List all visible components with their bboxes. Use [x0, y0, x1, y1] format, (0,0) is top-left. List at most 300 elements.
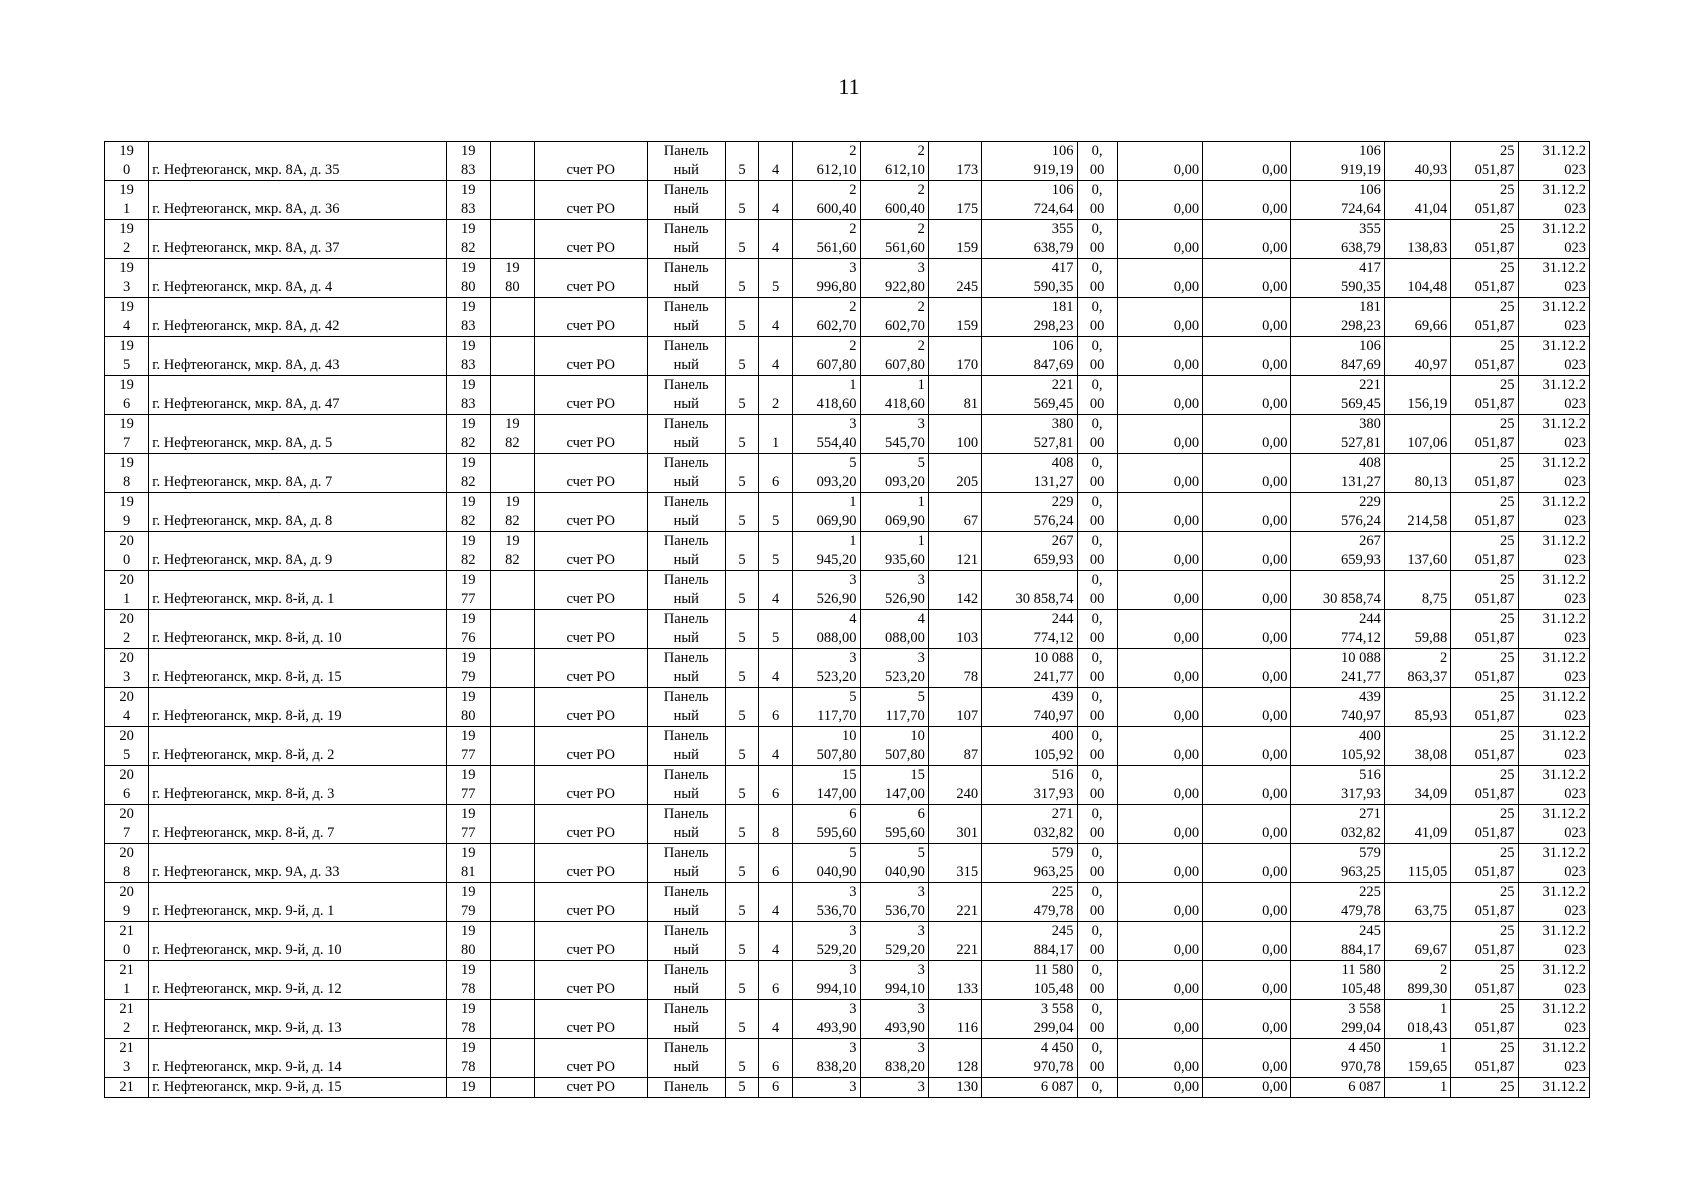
- cell-regional-funds: 0,00: [1117, 1078, 1202, 1098]
- cell-owner-funds: 408 131,27: [1291, 454, 1384, 493]
- cell-local-funds: 0,00: [1203, 883, 1291, 922]
- cell-build-year: 19 83: [446, 142, 490, 181]
- cell-residents: 173: [928, 142, 981, 181]
- cell-regional-funds: 0,00: [1117, 1039, 1202, 1078]
- cell-commission-year: [490, 571, 534, 610]
- cell-residents: 107: [928, 688, 981, 727]
- cell-regional-funds: 0,00: [1117, 181, 1202, 220]
- cell-entrances: 5: [759, 493, 793, 532]
- cell-address: г. Нефтеюганск, мкр. 8-й, д. 7: [149, 805, 446, 844]
- cell-address: г. Нефтеюганск, мкр. 9-й, д. 12: [149, 961, 446, 1000]
- cell-commission-year: [490, 1000, 534, 1039]
- cell-entrances: 4: [759, 298, 793, 337]
- table-row: [105, 454, 1590, 493]
- cell-address: г. Нефтеюганск, мкр. 8А, д. 37: [149, 220, 446, 259]
- cell-residential-area: 3 526,90: [860, 571, 928, 610]
- cell-federal-funds: 0, 00: [1077, 142, 1117, 181]
- cell-wall-material: Панель ный: [647, 805, 725, 844]
- cell-fund-method: счет РО: [535, 181, 648, 220]
- cell-build-year: 19 80: [446, 259, 490, 298]
- cell-owner-funds: 4 450 970,78: [1291, 1039, 1384, 1078]
- cell-entrances: 6: [759, 1078, 793, 1098]
- cell-owner-funds: 225 479,78: [1291, 883, 1384, 922]
- cell-deadline: 31.12.2 023: [1518, 142, 1589, 181]
- cell-wall-material: Панель ный: [647, 883, 725, 922]
- cell-federal-funds: 0, 00: [1077, 1000, 1117, 1039]
- cell-build-year: 19 80: [446, 922, 490, 961]
- cell-build-year: 19 80: [446, 688, 490, 727]
- cell-owner-funds: 221 569,45: [1291, 376, 1384, 415]
- cell-fund-method: счет РО: [535, 766, 648, 805]
- cell-row-number: 20 7: [105, 805, 149, 844]
- cell-entrances: 6: [759, 844, 793, 883]
- cell-residents: 240: [928, 766, 981, 805]
- cell-federal-funds: 0,: [1077, 1078, 1117, 1098]
- cell-federal-funds: 0, 00: [1077, 415, 1117, 454]
- cell-fund-method: счет РО: [535, 376, 648, 415]
- cell-regional-funds: 0,00: [1117, 142, 1202, 181]
- cell-deadline: 31.12.2 023: [1518, 376, 1589, 415]
- cell-address: г. Нефтеюганск, мкр. 9-й, д. 13: [149, 1000, 446, 1039]
- cell-local-funds: 0,00: [1203, 1000, 1291, 1039]
- cell-address: г. Нефтеюганск, мкр. 9А, д. 33: [149, 844, 446, 883]
- cell-wall-material: Панель ный: [647, 298, 725, 337]
- cell-address: г. Нефтеюганск, мкр. 8А, д. 43: [149, 337, 446, 376]
- cell-deadline: 31.12.2 023: [1518, 922, 1589, 961]
- cell-wall-material: Панель ный: [647, 688, 725, 727]
- table-row: [105, 337, 1590, 376]
- cell-regional-funds: 0,00: [1117, 493, 1202, 532]
- cell-commission-year: [490, 961, 534, 1000]
- cell-commission-year: [490, 181, 534, 220]
- cell-federal-funds: 0, 00: [1077, 376, 1117, 415]
- cell-commission-year: [490, 454, 534, 493]
- cell-floors: 5: [725, 415, 758, 454]
- cell-regional-funds: 0,00: [1117, 844, 1202, 883]
- cell-deadline: 31.12.2 023: [1518, 571, 1589, 610]
- cell-repair-cost: 3 558 299,04: [982, 1000, 1077, 1039]
- cell-residents: 159: [928, 220, 981, 259]
- cell-total-area: 1 418,60: [793, 376, 860, 415]
- cell-residential-area: 3 922,80: [860, 259, 928, 298]
- cell-entrances: 6: [759, 1039, 793, 1078]
- cell-floors: 5: [725, 961, 758, 1000]
- cell-repair-cost: 4 450 970,78: [982, 1039, 1077, 1078]
- cell-entrances: 8: [759, 805, 793, 844]
- cell-deadline: 31.12.2 023: [1518, 649, 1589, 688]
- cell-federal-funds: 0, 00: [1077, 961, 1117, 1000]
- cell-repair-cost: 30 858,74: [982, 571, 1077, 610]
- cell-deadline: 31.12.2 023: [1518, 337, 1589, 376]
- cell-row-number: 21: [105, 1078, 149, 1098]
- cell-wall-material: Панель: [647, 1078, 725, 1098]
- cell-floors: 5: [725, 766, 758, 805]
- cell-build-year: 19 77: [446, 727, 490, 766]
- table-row: [105, 805, 1590, 844]
- cell-federal-funds: 0, 00: [1077, 181, 1117, 220]
- cell-floors: 5: [725, 337, 758, 376]
- cell-deadline: 31.12.2: [1518, 1078, 1589, 1098]
- cell-residents: 245: [928, 259, 981, 298]
- cell-fund-method: счет РО: [535, 844, 648, 883]
- cell-cost-per-sqm: 1: [1384, 1078, 1450, 1098]
- cell-federal-funds: 0, 00: [1077, 493, 1117, 532]
- cell-owner-funds: 181 298,23: [1291, 298, 1384, 337]
- cell-max-cost-per-sqm: 25 051,87: [1451, 766, 1518, 805]
- cell-deadline: 31.12.2 023: [1518, 493, 1589, 532]
- cell-row-number: 20 8: [105, 844, 149, 883]
- cell-local-funds: 0,00: [1203, 1078, 1291, 1098]
- table-row: [105, 415, 1590, 454]
- cell-residential-area: 4 088,00: [860, 610, 928, 649]
- cell-fund-method: счет РО: [535, 883, 648, 922]
- cell-commission-year: [490, 766, 534, 805]
- cell-cost-per-sqm: 63,75: [1384, 883, 1450, 922]
- cell-deadline: 31.12.2 023: [1518, 259, 1589, 298]
- cell-residential-area: 3 994,10: [860, 961, 928, 1000]
- cell-cost-per-sqm: 80,13: [1384, 454, 1450, 493]
- cell-max-cost-per-sqm: 25 051,87: [1451, 259, 1518, 298]
- cell-entrances: 4: [759, 727, 793, 766]
- cell-address: г. Нефтеюганск, мкр. 8-й, д. 2: [149, 727, 446, 766]
- cell-entrances: 4: [759, 571, 793, 610]
- cell-address: г. Нефтеюганск, мкр. 8А, д. 8: [149, 493, 446, 532]
- cell-wall-material: Панель ный: [647, 844, 725, 883]
- cell-total-area: 4 088,00: [793, 610, 860, 649]
- cell-owner-funds: 6 087: [1291, 1078, 1384, 1098]
- cell-max-cost-per-sqm: 25 051,87: [1451, 181, 1518, 220]
- cell-build-year: 19: [446, 1078, 490, 1098]
- cell-residents: 100: [928, 415, 981, 454]
- cell-total-area: 5 040,90: [793, 844, 860, 883]
- cell-federal-funds: 0, 00: [1077, 532, 1117, 571]
- cell-build-year: 19 82: [446, 532, 490, 571]
- cell-row-number: 20 9: [105, 883, 149, 922]
- cell-row-number: 19 0: [105, 142, 149, 181]
- cell-residential-area: 2 602,70: [860, 298, 928, 337]
- cell-local-funds: 0,00: [1203, 610, 1291, 649]
- cell-wall-material: Панель ный: [647, 220, 725, 259]
- cell-repair-cost: 439 740,97: [982, 688, 1077, 727]
- cell-federal-funds: 0, 00: [1077, 259, 1117, 298]
- cell-fund-method: счет РО: [535, 337, 648, 376]
- cell-local-funds: 0,00: [1203, 649, 1291, 688]
- cell-row-number: 19 6: [105, 376, 149, 415]
- cell-commission-year: [490, 805, 534, 844]
- cell-regional-funds: 0,00: [1117, 298, 1202, 337]
- cell-total-area: 2 561,60: [793, 220, 860, 259]
- cell-federal-funds: 0, 00: [1077, 727, 1117, 766]
- cell-commission-year: [490, 844, 534, 883]
- cell-regional-funds: 0,00: [1117, 688, 1202, 727]
- cell-residential-area: 5 093,20: [860, 454, 928, 493]
- cell-residents: 221: [928, 883, 981, 922]
- table-row: [105, 961, 1590, 1000]
- cell-owner-funds: 10 088 241,77: [1291, 649, 1384, 688]
- cell-residential-area: 3 536,70: [860, 883, 928, 922]
- cell-regional-funds: 0,00: [1117, 337, 1202, 376]
- cell-commission-year: [490, 1078, 534, 1098]
- cell-build-year: 19 77: [446, 571, 490, 610]
- cell-fund-method: счет РО: [535, 415, 648, 454]
- cell-repair-cost: 106 847,69: [982, 337, 1077, 376]
- cell-residents: 103: [928, 610, 981, 649]
- cell-owner-funds: 267 659,93: [1291, 532, 1384, 571]
- cell-commission-year: [490, 376, 534, 415]
- cell-floors: 5: [725, 298, 758, 337]
- cell-fund-method: счет РО: [535, 259, 648, 298]
- cell-row-number: 21 1: [105, 961, 149, 1000]
- cell-local-funds: 0,00: [1203, 922, 1291, 961]
- cell-regional-funds: 0,00: [1117, 610, 1202, 649]
- cell-residential-area: 1 069,90: [860, 493, 928, 532]
- cell-regional-funds: 0,00: [1117, 415, 1202, 454]
- table-row: [105, 727, 1590, 766]
- cell-cost-per-sqm: 214,58: [1384, 493, 1450, 532]
- cell-row-number: 21 2: [105, 1000, 149, 1039]
- table-row: [105, 688, 1590, 727]
- cell-repair-cost: 400 105,92: [982, 727, 1077, 766]
- cell-owner-funds: 244 774,12: [1291, 610, 1384, 649]
- cell-cost-per-sqm: 41,09: [1384, 805, 1450, 844]
- cell-max-cost-per-sqm: 25 051,87: [1451, 415, 1518, 454]
- cell-deadline: 31.12.2 023: [1518, 532, 1589, 571]
- cell-residential-area: 15 147,00: [860, 766, 928, 805]
- cell-federal-funds: 0, 00: [1077, 649, 1117, 688]
- cell-total-area: 3: [793, 1078, 860, 1098]
- cell-wall-material: Панель ный: [647, 922, 725, 961]
- cell-repair-cost: 181 298,23: [982, 298, 1077, 337]
- cell-residential-area: 2 561,60: [860, 220, 928, 259]
- cell-fund-method: счет РО: [535, 688, 648, 727]
- cell-local-funds: 0,00: [1203, 259, 1291, 298]
- cell-wall-material: Панель ный: [647, 1000, 725, 1039]
- cell-residents: 175: [928, 181, 981, 220]
- cell-repair-cost: 106 724,64: [982, 181, 1077, 220]
- cell-repair-cost: 579 963,25: [982, 844, 1077, 883]
- cell-build-year: 19 77: [446, 766, 490, 805]
- cell-row-number: 19 2: [105, 220, 149, 259]
- cell-wall-material: Панель ный: [647, 766, 725, 805]
- cell-owner-funds: 106 724,64: [1291, 181, 1384, 220]
- cell-repair-cost: 408 131,27: [982, 454, 1077, 493]
- cell-cost-per-sqm: 38,08: [1384, 727, 1450, 766]
- table-row: [105, 1078, 1590, 1098]
- cell-max-cost-per-sqm: 25 051,87: [1451, 1039, 1518, 1078]
- cell-local-funds: 0,00: [1203, 688, 1291, 727]
- cell-wall-material: Панель ный: [647, 376, 725, 415]
- cell-residents: 78: [928, 649, 981, 688]
- cell-wall-material: Панель ный: [647, 142, 725, 181]
- cell-max-cost-per-sqm: 25 051,87: [1451, 727, 1518, 766]
- cell-address: г. Нефтеюганск, мкр. 8А, д. 36: [149, 181, 446, 220]
- cell-entrances: 6: [759, 688, 793, 727]
- cell-row-number: 20 0: [105, 532, 149, 571]
- cell-address: г. Нефтеюганск, мкр. 8А, д. 9: [149, 532, 446, 571]
- cell-residents: 221: [928, 922, 981, 961]
- cell-repair-cost: 229 576,24: [982, 493, 1077, 532]
- cell-residential-area: 3: [860, 1078, 928, 1098]
- cell-floors: 5: [725, 454, 758, 493]
- cell-row-number: 20 2: [105, 610, 149, 649]
- cell-regional-funds: 0,00: [1117, 571, 1202, 610]
- cell-fund-method: счет РО: [535, 532, 648, 571]
- cell-build-year: 19 82: [446, 415, 490, 454]
- cell-max-cost-per-sqm: 25 051,87: [1451, 376, 1518, 415]
- cell-commission-year: [490, 688, 534, 727]
- cell-federal-funds: 0, 00: [1077, 766, 1117, 805]
- cell-cost-per-sqm: 40,97: [1384, 337, 1450, 376]
- cell-repair-cost: 106 919,19: [982, 142, 1077, 181]
- cell-floors: 5: [725, 883, 758, 922]
- cell-build-year: 19 83: [446, 298, 490, 337]
- cell-entrances: 6: [759, 961, 793, 1000]
- cell-cost-per-sqm: 69,66: [1384, 298, 1450, 337]
- cell-fund-method: счет РО: [535, 649, 648, 688]
- cell-owner-funds: 106 847,69: [1291, 337, 1384, 376]
- cell-fund-method: счет РО: [535, 493, 648, 532]
- cell-total-area: 3 493,90: [793, 1000, 860, 1039]
- cell-entrances: 4: [759, 181, 793, 220]
- cell-build-year: 19 79: [446, 649, 490, 688]
- cell-residents: 315: [928, 844, 981, 883]
- cell-row-number: 21 3: [105, 1039, 149, 1078]
- cell-total-area: 2 607,80: [793, 337, 860, 376]
- cell-total-area: 3 526,90: [793, 571, 860, 610]
- cell-max-cost-per-sqm: 25 051,87: [1451, 454, 1518, 493]
- cell-address: г. Нефтеюганск, мкр. 8-й, д. 19: [149, 688, 446, 727]
- cell-total-area: 3 996,80: [793, 259, 860, 298]
- cell-fund-method: счет РО: [535, 454, 648, 493]
- cell-repair-cost: 355 638,79: [982, 220, 1077, 259]
- cell-local-funds: 0,00: [1203, 727, 1291, 766]
- cell-deadline: 31.12.2 023: [1518, 1000, 1589, 1039]
- cell-owner-funds: 516 317,93: [1291, 766, 1384, 805]
- cell-local-funds: 0,00: [1203, 532, 1291, 571]
- cell-row-number: 19 5: [105, 337, 149, 376]
- cell-floors: 5: [725, 1039, 758, 1078]
- cell-floors: 5: [725, 493, 758, 532]
- cell-address: г. Нефтеюганск, мкр. 8-й, д. 15: [149, 649, 446, 688]
- cell-regional-funds: 0,00: [1117, 883, 1202, 922]
- cell-repair-cost: 267 659,93: [982, 532, 1077, 571]
- cell-local-funds: 0,00: [1203, 493, 1291, 532]
- cell-total-area: 2 602,70: [793, 298, 860, 337]
- cell-residential-area: 5 040,90: [860, 844, 928, 883]
- cell-residents: 133: [928, 961, 981, 1000]
- cell-local-funds: 0,00: [1203, 337, 1291, 376]
- cell-residential-area: 3 838,20: [860, 1039, 928, 1078]
- cell-max-cost-per-sqm: 25 051,87: [1451, 688, 1518, 727]
- cell-total-area: 3 536,70: [793, 883, 860, 922]
- cell-max-cost-per-sqm: 25 051,87: [1451, 649, 1518, 688]
- cell-fund-method: счет РО: [535, 1039, 648, 1078]
- cell-row-number: 20 3: [105, 649, 149, 688]
- cell-local-funds: 0,00: [1203, 454, 1291, 493]
- cell-floors: 5: [725, 688, 758, 727]
- cell-local-funds: 0,00: [1203, 298, 1291, 337]
- cell-floors: 5: [725, 259, 758, 298]
- table-row: [105, 883, 1590, 922]
- cell-total-area: 5 117,70: [793, 688, 860, 727]
- cell-commission-year: 19 82: [490, 532, 534, 571]
- cell-floors: 5: [725, 220, 758, 259]
- cell-total-area: 3 523,20: [793, 649, 860, 688]
- cell-total-area: 1 945,20: [793, 532, 860, 571]
- cell-residential-area: 3 523,20: [860, 649, 928, 688]
- cell-row-number: 20 5: [105, 727, 149, 766]
- cell-local-funds: 0,00: [1203, 220, 1291, 259]
- cell-repair-cost: 245 884,17: [982, 922, 1077, 961]
- cell-cost-per-sqm: 137,60: [1384, 532, 1450, 571]
- cell-entrances: 5: [759, 532, 793, 571]
- table-row: [105, 220, 1590, 259]
- cell-regional-funds: 0,00: [1117, 220, 1202, 259]
- cell-row-number: 19 7: [105, 415, 149, 454]
- cell-cost-per-sqm: 107,06: [1384, 415, 1450, 454]
- cell-wall-material: Панель ный: [647, 1039, 725, 1078]
- cell-regional-funds: 0,00: [1117, 1000, 1202, 1039]
- cell-row-number: 19 3: [105, 259, 149, 298]
- cell-owner-funds: 417 590,35: [1291, 259, 1384, 298]
- cell-wall-material: Панель ный: [647, 961, 725, 1000]
- cell-total-area: 3 838,20: [793, 1039, 860, 1078]
- cell-cost-per-sqm: 59,88: [1384, 610, 1450, 649]
- table-row: [105, 610, 1590, 649]
- cell-residents: 121: [928, 532, 981, 571]
- cell-deadline: 31.12.2 023: [1518, 961, 1589, 1000]
- cell-deadline: 31.12.2 023: [1518, 220, 1589, 259]
- cell-owner-funds: 106 919,19: [1291, 142, 1384, 181]
- cell-max-cost-per-sqm: 25 051,87: [1451, 337, 1518, 376]
- cell-deadline: 31.12.2 023: [1518, 610, 1589, 649]
- cell-wall-material: Панель ный: [647, 259, 725, 298]
- cell-deadline: 31.12.2 023: [1518, 298, 1589, 337]
- cell-regional-funds: 0,00: [1117, 376, 1202, 415]
- cell-cost-per-sqm: 104,48: [1384, 259, 1450, 298]
- cell-entrances: 4: [759, 1000, 793, 1039]
- cell-fund-method: счет РО: [535, 805, 648, 844]
- cell-deadline: 31.12.2 023: [1518, 766, 1589, 805]
- cell-residential-area: 1 935,60: [860, 532, 928, 571]
- cell-residents: 170: [928, 337, 981, 376]
- cell-address: г. Нефтеюганск, мкр. 8А, д. 5: [149, 415, 446, 454]
- cell-address: г. Нефтеюганск, мкр. 8А, д. 35: [149, 142, 446, 181]
- cell-residential-area: 1 418,60: [860, 376, 928, 415]
- cell-cost-per-sqm: 1 159,65: [1384, 1039, 1450, 1078]
- cell-commission-year: [490, 220, 534, 259]
- cell-residential-area: 10 507,80: [860, 727, 928, 766]
- cell-repair-cost: 380 527,81: [982, 415, 1077, 454]
- cell-floors: 5: [725, 805, 758, 844]
- cell-residents: 159: [928, 298, 981, 337]
- cell-max-cost-per-sqm: 25 051,87: [1451, 1000, 1518, 1039]
- cell-regional-funds: 0,00: [1117, 649, 1202, 688]
- cell-build-year: 19 81: [446, 844, 490, 883]
- cell-build-year: 19 82: [446, 493, 490, 532]
- cell-cost-per-sqm: 8,75: [1384, 571, 1450, 610]
- cell-wall-material: Панель ный: [647, 571, 725, 610]
- cell-max-cost-per-sqm: 25 051,87: [1451, 610, 1518, 649]
- cell-federal-funds: 0, 00: [1077, 883, 1117, 922]
- cell-owner-funds: 271 032,82: [1291, 805, 1384, 844]
- cell-address: г. Нефтеюганск, мкр. 8-й, д. 3: [149, 766, 446, 805]
- cell-total-area: 3 554,40: [793, 415, 860, 454]
- cell-deadline: 31.12.2 023: [1518, 181, 1589, 220]
- cell-regional-funds: 0,00: [1117, 532, 1202, 571]
- cell-local-funds: 0,00: [1203, 571, 1291, 610]
- cell-max-cost-per-sqm: 25 051,87: [1451, 493, 1518, 532]
